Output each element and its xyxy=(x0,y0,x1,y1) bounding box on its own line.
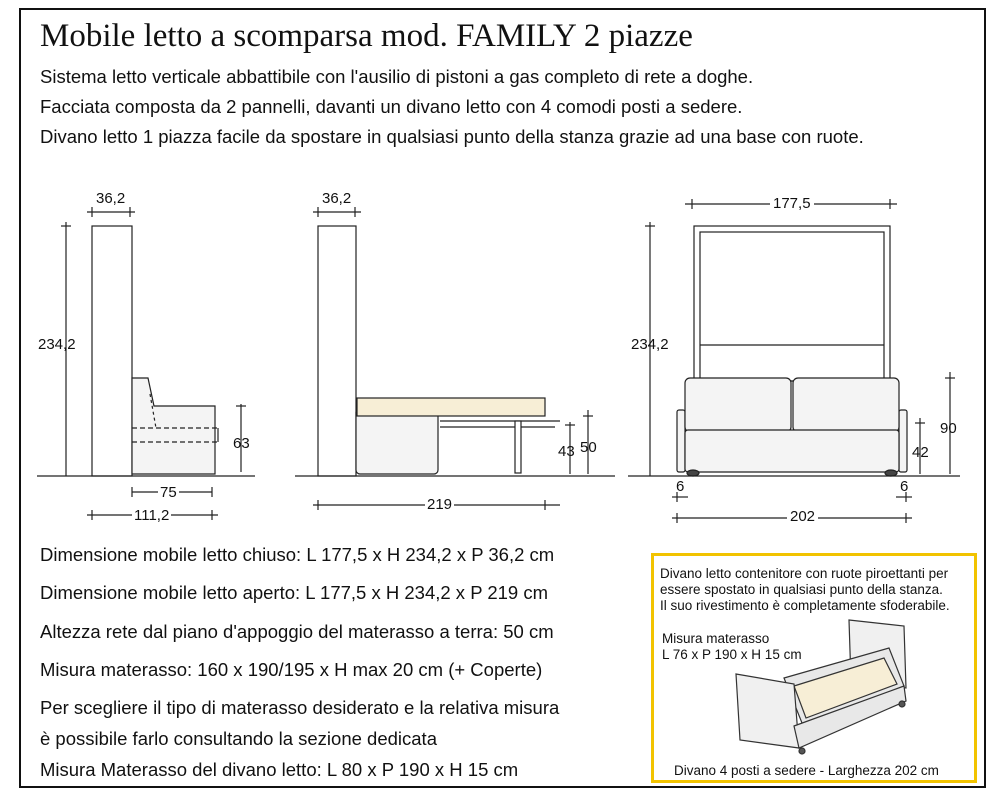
dim-open-depth: 36,2 xyxy=(322,190,352,207)
dim-closed-height: 234,2 xyxy=(38,336,76,353)
inset-description-2: essere spostato in qualsiasi punto della stanza. xyxy=(660,582,943,597)
dim-open-depth-total: 219 xyxy=(427,496,453,513)
dim-open-mattress-height: 50 xyxy=(580,439,597,456)
dim-front-width: 177,5 xyxy=(770,195,814,212)
intro-line-3: Divano letto 1 piazza facile da spostare in qualsiasi punto della stanza grazie ad una base con ruote. xyxy=(40,126,864,147)
spec-mattress-choice-2: è possibile farlo consultando la sezione dedicata xyxy=(40,728,437,749)
side-view-open xyxy=(295,207,615,510)
dim-closed-depth: 36,2 xyxy=(96,190,126,207)
dim-closed-total-depth: 111,2 xyxy=(134,507,170,524)
dim-closed-sofa-height: 63 xyxy=(233,435,250,452)
inset-mattress-size: L 76 x P 190 x H 15 cm xyxy=(662,647,802,662)
spec-sofa-mattress: Misura Materasso del divano letto: L 80 x P 190 x H 15 cm xyxy=(40,759,519,780)
front-view xyxy=(628,199,960,523)
spec-net-height: Altezza rete dal piano d'appoggio del materasso a terra: 50 cm xyxy=(40,621,554,642)
sofa-bed-illustration xyxy=(654,556,980,786)
inset-caption: Divano 4 posti a sedere - Larghezza 202 cm xyxy=(674,763,939,778)
page-title: Mobile letto a scomparsa mod. FAMILY 2 piazze xyxy=(40,18,693,54)
intro-line-2: Facciata composta da 2 pannelli, davanti un divano letto con 4 comodi posti a sedere. xyxy=(40,96,743,117)
spec-closed-size: Dimensione mobile letto chiuso: L 177,5 x H 234,2 x P 36,2 cm xyxy=(40,544,555,565)
spec-mattress-size: Misura materasso: 160 x 190/195 x H max 20 cm (+ Coperte) xyxy=(40,659,543,680)
dim-front-seat-height: 42 xyxy=(912,444,929,461)
spec-mattress-choice: Per scegliere il tipo di materasso desiderato e la relativa misura xyxy=(40,697,560,718)
dim-front-side-left: 6 xyxy=(676,478,685,495)
sofa-bed-inset xyxy=(651,553,977,783)
inset-mattress-label: Misura materasso xyxy=(662,631,770,646)
side-view-closed xyxy=(37,207,255,520)
dim-front-height: 234,2 xyxy=(631,336,669,353)
dim-front-back-height: 90 xyxy=(940,420,957,437)
inset-description-1: Divano letto contenitore con ruote piroettanti per xyxy=(660,566,949,581)
inset-description-3: Il suo rivestimento è completamente sfoderabile. xyxy=(660,598,950,613)
dim-closed-sofa-depth: 75 xyxy=(160,484,177,501)
intro-line-1: Sistema letto verticale abbattibile con l'ausilio di pistoni a gas completo di rete a doghe. xyxy=(40,66,754,87)
dim-open-net-height: 43 xyxy=(558,443,575,460)
dim-front-side-right: 6 xyxy=(900,478,909,495)
spec-open-size: Dimensione mobile letto aperto: L 177,5 x H 234,2 x P 219 cm xyxy=(40,582,549,603)
dim-front-sofa-width: 202 xyxy=(787,508,818,525)
